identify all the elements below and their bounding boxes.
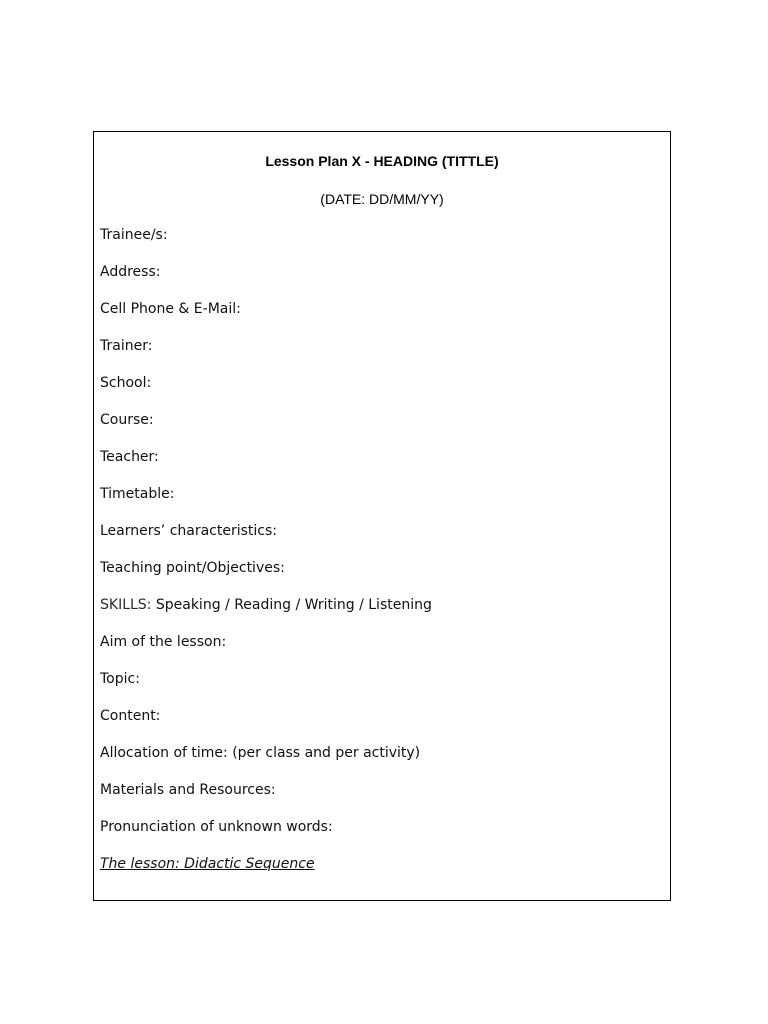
field-teaching-point: Teaching point/Objectives: — [100, 560, 285, 576]
field-skills — [100, 595, 432, 632]
field-allocation-of-time: Allocation of time: (per class and per activity) — [100, 745, 421, 761]
lesson-plan-form — [93, 131, 671, 901]
field-trainer: Trainer: — [100, 338, 153, 354]
field-cell-phone-email: Cell Phone & E-Mail: — [100, 301, 241, 317]
field-pronunciation: Pronunciation of unknown words: — [100, 819, 333, 835]
document-date: (DATE: DD/MM/YY) — [320, 191, 444, 207]
field-topic: Topic: — [100, 671, 140, 687]
field-address: Address: — [100, 264, 161, 280]
skills-prefix: SKILLS: — [100, 597, 152, 613]
field-trainees: Trainee/s: — [100, 227, 168, 243]
field-school: School: — [100, 375, 152, 391]
skills-items: Speaking / Reading / Writing / Listening — [155, 597, 432, 613]
document-title: Lesson Plan X - HEADING (TITTLE) — [265, 153, 499, 169]
field-list — [100, 225, 432, 891]
field-timetable: Timetable: — [100, 486, 175, 502]
field-aim: Aim of the lesson: — [100, 634, 227, 650]
field-materials: Materials and Resources: — [100, 782, 276, 798]
field-teacher: Teacher: — [100, 449, 159, 465]
didactic-sequence-heading: The lesson: Didactic Sequence — [100, 856, 315, 872]
field-learners-characteristics: Learners’ characteristics: — [100, 523, 278, 539]
field-content: Content: — [100, 708, 161, 724]
field-course: Course: — [100, 412, 154, 428]
